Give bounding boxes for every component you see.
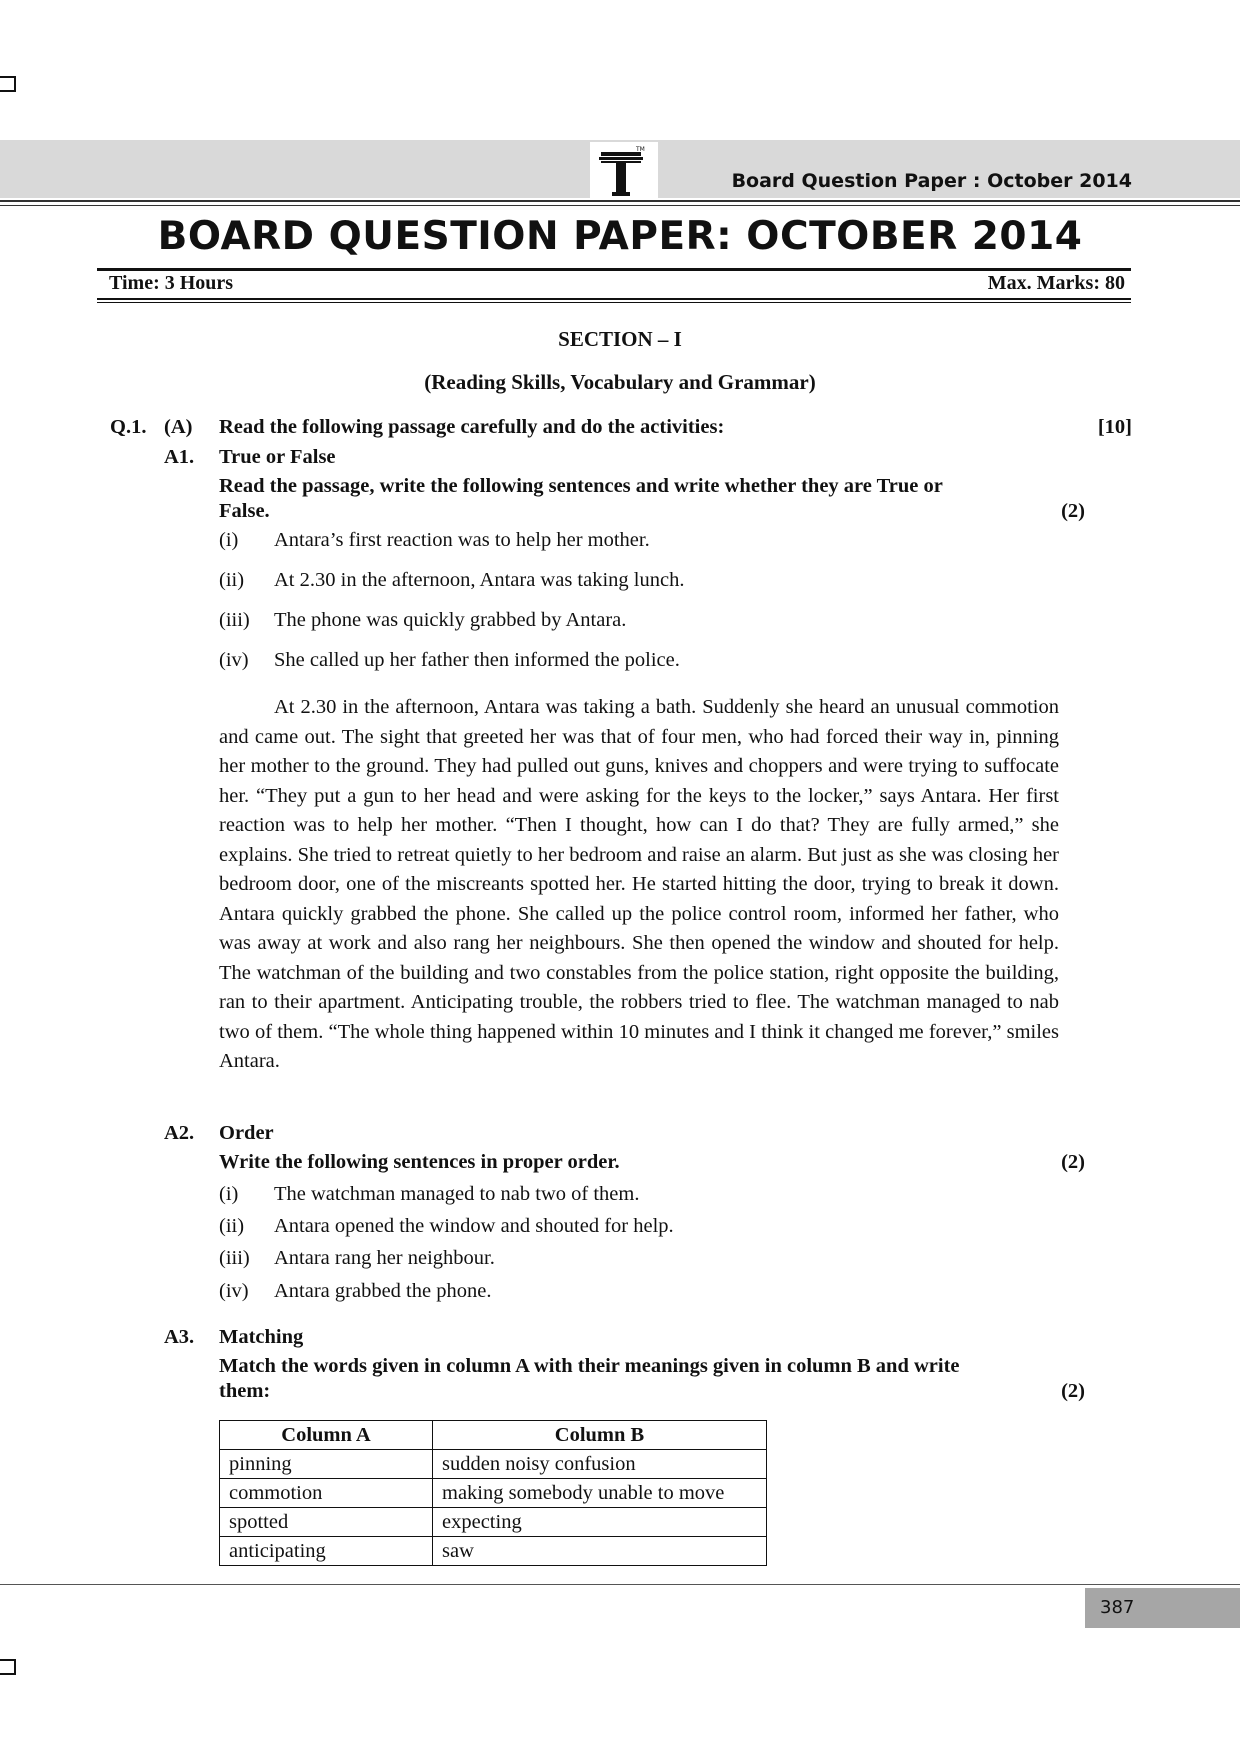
column-a-cell: spotted xyxy=(220,1508,433,1537)
table-row xyxy=(220,1450,767,1479)
header-rule-thin xyxy=(0,205,1240,206)
page-number: 387 xyxy=(1100,1597,1135,1618)
footer-rule xyxy=(0,1584,1240,1585)
meta-rule-bottom xyxy=(97,298,1131,300)
question-number: Q.1. xyxy=(110,416,147,438)
a3-number: A3. xyxy=(164,1326,195,1348)
a2-item-text: Antara opened the window and shouted for help. xyxy=(274,1215,674,1237)
question-instruction: Read the following passage carefully and do the activities: xyxy=(219,416,725,438)
a1-item-number: (iv) xyxy=(219,649,249,671)
column-a-cell: pinning xyxy=(220,1450,433,1479)
meta-rule-top xyxy=(97,268,1131,271)
a2-heading: Order xyxy=(219,1122,274,1144)
crop-mark-top xyxy=(0,76,16,92)
a1-number: A1. xyxy=(164,446,195,468)
column-b-cell: making somebody unable to move xyxy=(433,1479,767,1508)
column-a-cell: anticipating xyxy=(220,1537,433,1566)
a1-marks: (2) xyxy=(1061,500,1085,522)
a1-instruction-line2: False. xyxy=(219,500,270,522)
logo-trademark: TM xyxy=(636,146,645,153)
a1-item-number: (ii) xyxy=(219,569,245,591)
page-title: BOARD QUESTION PAPER: OCTOBER 2014 xyxy=(157,214,1083,259)
max-marks: Max. Marks: 80 xyxy=(987,272,1125,294)
a2-item-number: (ii) xyxy=(219,1215,245,1237)
a2-item-text: Antara rang her neighbour. xyxy=(274,1247,495,1269)
a3-instruction-line1: Match the words given in column A with their meanings given in column B and write xyxy=(219,1355,960,1377)
a1-item-number: (iii) xyxy=(219,609,250,631)
a2-number: A2. xyxy=(164,1122,195,1144)
header-rule xyxy=(0,200,1240,202)
question-part: (A) xyxy=(164,416,193,438)
column-a-header: Column A xyxy=(220,1421,433,1450)
column-a-cell: commotion xyxy=(220,1479,433,1508)
question-marks: [10] xyxy=(1097,416,1132,438)
column-b-header: Column B xyxy=(433,1421,767,1450)
crop-mark-bottom xyxy=(0,1659,16,1675)
meta-rule-bottom-thin xyxy=(97,302,1131,303)
a2-marks: (2) xyxy=(1061,1151,1085,1173)
column-b-cell: sudden noisy confusion xyxy=(433,1450,767,1479)
a1-item-text: Antara’s first reaction was to help her mother. xyxy=(274,529,650,551)
publisher-logo-icon xyxy=(590,142,658,200)
column-b-cell: expecting xyxy=(433,1508,767,1537)
a2-item-text: Antara grabbed the phone. xyxy=(274,1280,492,1302)
a1-item-text: The phone was quickly grabbed by Antara. xyxy=(274,609,627,631)
running-title: Board Question Paper : October 2014 xyxy=(731,170,1132,192)
table-row xyxy=(220,1508,767,1537)
table-header-row xyxy=(220,1421,767,1450)
section-title: SECTION – I xyxy=(558,327,682,351)
a2-instruction: Write the following sentences in proper order. xyxy=(219,1151,620,1173)
a1-item-text: At 2.30 in the afternoon, Antara was taking lunch. xyxy=(274,569,685,591)
a2-item-text: The watchman managed to nab two of them. xyxy=(274,1183,640,1205)
a2-item-number: (iii) xyxy=(219,1247,250,1269)
a3-marks: (2) xyxy=(1061,1380,1085,1402)
exam-time: Time: 3 Hours xyxy=(109,272,234,294)
a1-instruction-line1: Read the passage, write the following sentences and write whether they are True or xyxy=(219,475,943,497)
a1-item-text: She called up her father then informed the police. xyxy=(274,649,680,671)
table-row xyxy=(220,1537,767,1566)
a2-item-number: (iv) xyxy=(219,1280,249,1302)
section-subtitle: (Reading Skills, Vocabulary and Grammar) xyxy=(424,370,816,394)
matching-table xyxy=(219,1420,767,1566)
exam-meta-bar xyxy=(97,268,1131,304)
a3-instruction-line2: them: xyxy=(219,1380,271,1402)
column-b-cell: saw xyxy=(433,1537,767,1566)
a3-heading: Matching xyxy=(219,1326,304,1348)
a1-item-number: (i) xyxy=(219,529,239,551)
reading-passage: At 2.30 in the afternoon, Antara was taking a bath. Suddenly she heard an unusual commotion and came out. The sight that greeted her was that of four men, who had forced their way in, pinning her mother to the ground. They had pulled out guns, knives and choppers and were trying to suffocate her. “They put a gun to her head and were asking for the keys to the locker,” says Antara. Her first reaction was to help her mother. “Then I thought, how can I do that? They are fully armed,” she explains. She tried to retreat quietly to her bedroom and raise an alarm. But just as she was closing her bedroom door, one of the miscreants spotted her. He started hitting the door, trying to break it down. Antara quickly grabbed the phone. She called up the police control room, informed her father, who was away at work and also rang her neighbours. She then opened the window and shouted for help. The watchman of the building and two constables from the police station, right opposite the building, ran to their apartment. Anticipating trouble, the robbers tried to flee. The watchman managed to nab two of them. “The whole thing happened within 10 minutes and I think it changed me forever,” smiles Antara. xyxy=(219,696,1059,1072)
table-row xyxy=(220,1479,767,1508)
a1-heading: True or False xyxy=(219,446,336,468)
a2-item-number: (i) xyxy=(219,1183,239,1205)
